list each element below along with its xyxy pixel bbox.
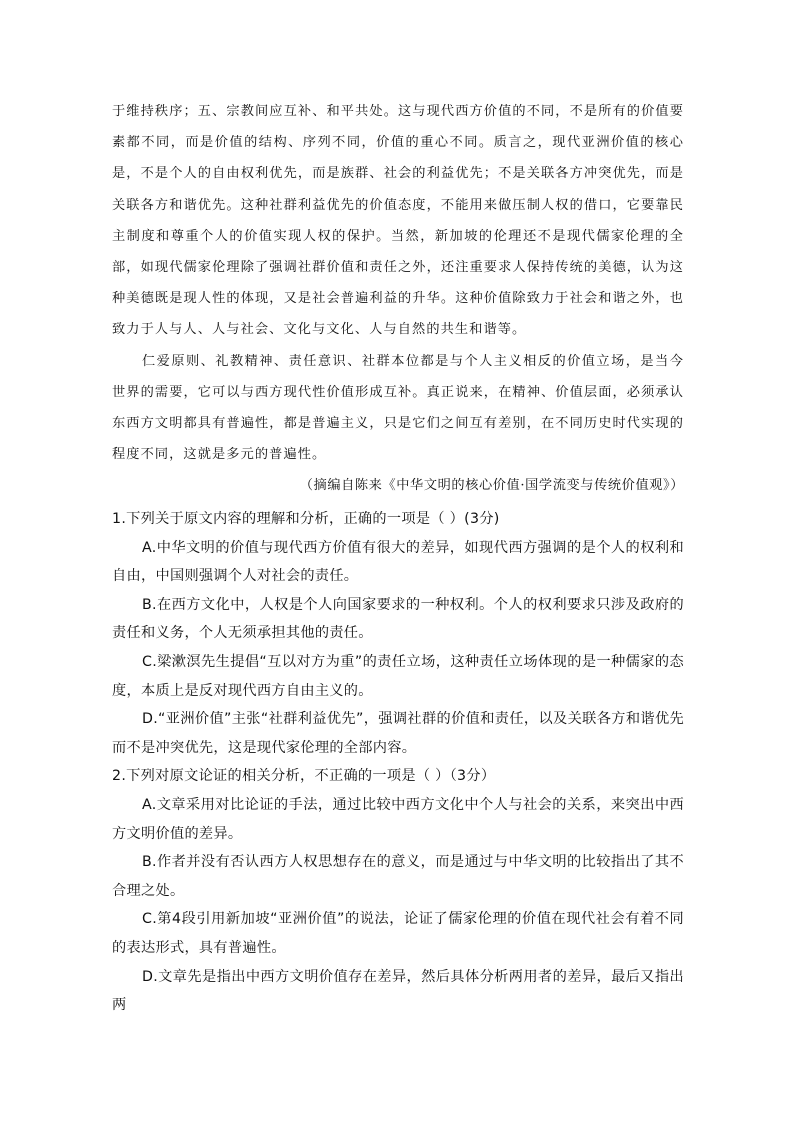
question-1-option-d: D.“亚洲价值”主张“社群利益优先”，强调社群的价值和责任，以及关联各方和谐优先而不是冲突优先，这是现代家伦理的全部内容。 <box>112 711 684 756</box>
question-2-stem: 2.下列对原文论证的相关分析，不正确的一项是（ ）（3分） <box>112 768 496 785</box>
question-1-option-c: C.梁漱溟先生提倡“互以对方为重”的责任立场，这种责任立场体现的是一种儒家的态度，本质上是反对现代西方自由主义的。 <box>112 653 684 699</box>
question-2-option-a: A.文章采用对比论证的手法，通过比较中西方文化中个人与社会的关系，来突出中西方文明价值的差异。 <box>112 796 684 842</box>
reading-passage <box>112 96 684 470</box>
question-1-option-a: A.中华文明的价值与现代西方价值有很大的差异，如现代西方强调的是个人的权利和自由，中国则强调个人对社会的责任。 <box>112 539 684 585</box>
passage-paragraph-1: 于维持秩序；五、宗教间应互补、和平共处。这与现代西方价值的不同，不是所有的价值要素都不同，而是价值的结构、序列不同，价值的重心不同。质言之，现代亚洲价值的核心是，不是个人的自由权利优先，而是族群、社会的利益优先；不是关联各方冲突优先，而是关联各方和谐优先。这种社群利益优先的价值态度，不能用来做压制人权的借口，它要靠民主制度和尊重个人的价值实现人权的保护。当然，新加坡的伦理还不是现代儒家伦理的全部，如现代儒家伦理除了强调社群价值和责任之外，还注重要求人保持传统的美德，认为这种美德既是现人性的体现，又是社会普遍利益的升华。这种价值除致力于社会和谐之外，也致力于人与人、人与社会、文化与文化、人与自然的共生和谐等。 <box>112 104 684 338</box>
question-2 <box>112 762 684 1019</box>
question-section <box>112 505 684 1020</box>
passage-source-citation: （摘编自陈来《中华文明的核心价值·国学流变与传统价值观》） <box>299 478 684 493</box>
question-1 <box>112 505 684 762</box>
passage-paragraph-2: 仁爱原则、礼教精神、责任意识、社群本位都是与个人主义相反的价值立场，是当今世界的需要，它可以与西方现代性价值形成互补。真正说来，在精神、价值层面，必须承认东西方文明都具有普遍性，都是普遍主义，只是它们之间互有差别，在不同历史时代实现的程度不同，这就是多元的普遍性。 <box>112 353 684 463</box>
question-2-option-d: D.文章先是指出中西方文明价值存在差异，然后具体分析两用者的差异，最后又指出两 <box>112 968 684 1014</box>
question-1-stem: 1.下列关于原文内容的理解和分析，正确的一项是（ ）(3分) <box>112 511 500 527</box>
question-2-option-b: B.作者并没有否认西方人权思想存在的意义，而是通过与中华文明的比较指出了其不合理之处。 <box>112 854 684 899</box>
question-1-option-b: B.在西方文化中，人权是个人向国家要求的一种权利。个人的权利要求只涉及政府的责任和义务，个人无须承担其他的责任。 <box>112 596 684 642</box>
question-2-option-c: C.第4段引用新加坡“亚洲价值”的说法，论证了儒家伦理的价值在现代社会有着不同的表达形式，具有普遍性。 <box>112 911 684 956</box>
